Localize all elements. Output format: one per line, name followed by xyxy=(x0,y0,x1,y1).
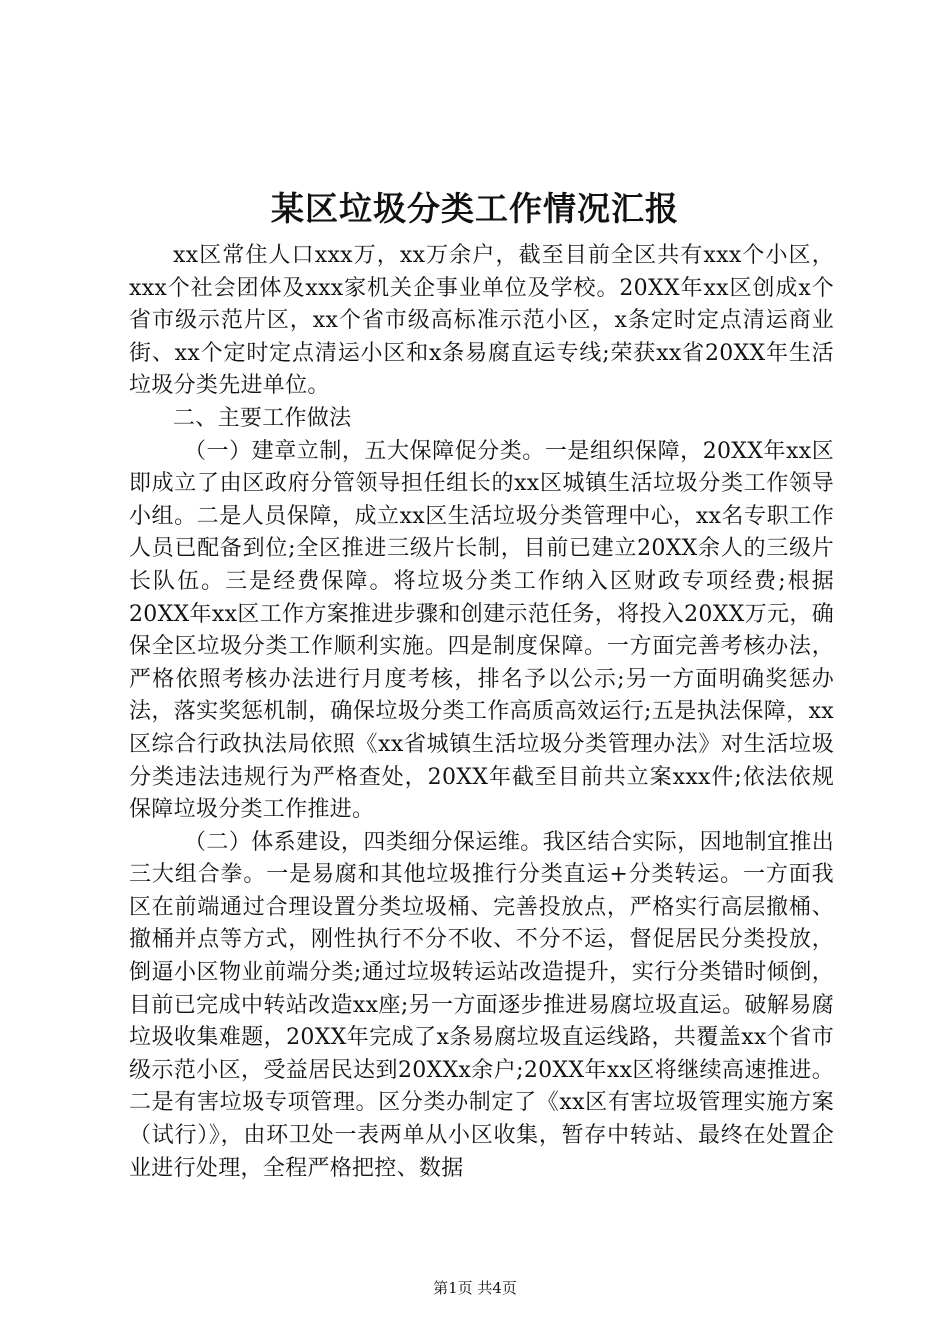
paragraph-system-building: （一）建章立制，五大保障促分类。一是组织保障，20XX年xx区即成立了由区政府分管领导担任组长的xx区城镇生活垃圾分类工作领导小组。二是人员保障，成立xx区生活垃圾分类管理中心，xx名专职工作人员已配备到位;全区推进三级片长制，目前已建立20XX余人的三级片长队伍。三是经费保障。将垃圾分类工作纳入区财政专项经费;根据20XX年xx区工作方案推进步骤和创建示范任务，将投入20XX万元，确保全区垃圾分类工作顺利实施。四是制度保障。一方面完善考核办法，严格依照考核办法进行月度考核，排名予以公示;另一方面明确奖惩办法，落实奖惩机制，确保垃圾分类工作高质高效运行;五是执法保障，xx区综合行政执法局依照《xx省城镇生活垃圾分类管理办法》对生活垃圾分类违法违规行为严格查处，20XX年截至目前共立案xxx件;依法依规保障垃圾分类工作推进。 xyxy=(129,438,834,823)
document-body xyxy=(129,240,834,1185)
document-title: 某区垃圾分类工作情况汇报 xyxy=(271,189,679,228)
paragraph-classification-system: （二）体系建设，四类细分保运维。我区结合实际，因地制宜推出三大组合拳。一是易腐和其他垃圾推行分类直运+分类转运。一方面我区在前端通过合理设置分类垃圾桶、完善投放点，严格实行高层撤桶、撤桶并点等方式，刚性执行不分不收、不分不运，督促居民分类投放，倒逼小区物业前端分类;通过垃圾转运站改造提升，实行分类错时倾倒，目前已完成中转站改造xx座;另一方面逐步推进易腐垃圾直运。破解易腐垃圾收集难题，20XX年完成了x条易腐垃圾直运线路，共覆盖xx个省市级示范小区，受益居民达到20XXx余户;20XX年xx区将继续高速推进。二是有害垃圾专项管理。区分类办制定了《xx区有害垃圾管理实施方案（试行）》，由环卫处一表两单从小区收集，暂存中转站、最终在处置企业进行处理，全程严格把控、数据 xyxy=(129,829,834,1181)
section-heading: 二、主要工作做法 xyxy=(173,405,352,431)
paragraph-overview: xx区常住人口xxx万，xx万余户，截至目前全区共有xxx个小区，xxx个社会团体及xxx家机关企事业单位及学校。20XX年xx区创成x个省市级示范片区，xx个省市级高标准示范小区，x条定时定点清运商业街、xx个定时定点清运小区和x条易腐直运专线;荣获xx省20XX年生活垃圾分类先进单位。 xyxy=(129,243,834,399)
page-footer: 第1页 共4页 xyxy=(433,1279,517,1297)
